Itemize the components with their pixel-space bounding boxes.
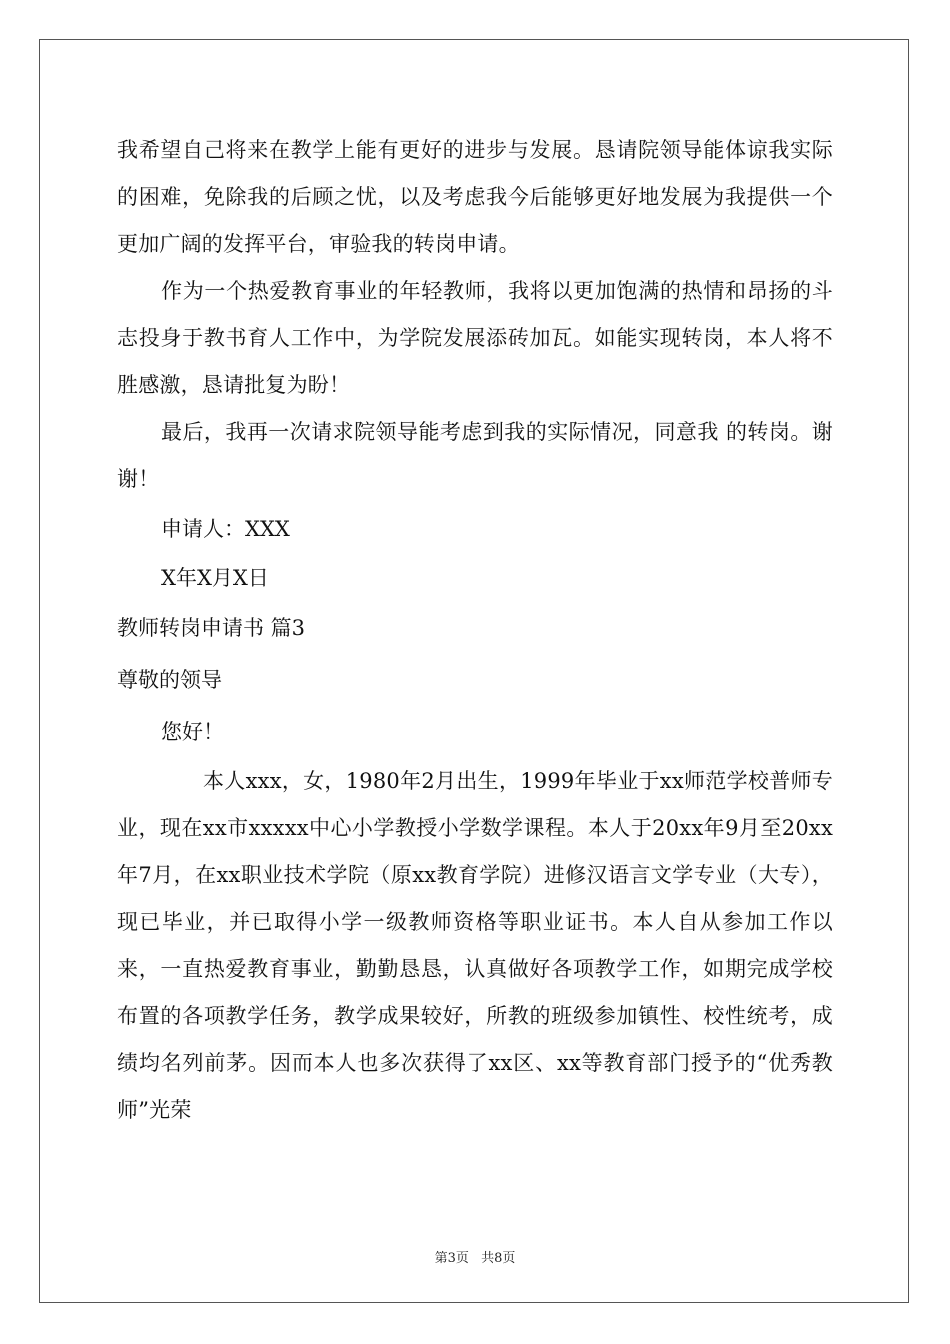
page-number: 第3页 (434, 1251, 469, 1266)
page-footer (0, 1247, 950, 1266)
paragraph-continuation: 我希望自己将来在教学上能有更好的进步与发展。恳请院领导能体谅我实际的困难，免除我的后顾之忧，以及考虑我今后能够更好地发展为我提供一个更加广阔的发挥平台，审验我的转岗申请。 (117, 138, 833, 256)
paragraph-self-introduction: 本人xxx，女，1980年2月出生，1999年毕业于xx师范学校普师专业，现在xx市xxxxx中心小学教授小学数学课程。本人于20xx年9月至20xx年7月，在xx职业技术学院（原xx教育学院）进修汉语言文学专业（大专），现已毕业，并已取得小学一级教师资格等职业证书。本人自从参加工作以来，一直热爱教育事业，勤勤恳恳，认真做好各项教学工作，如期完成学校布置的各项教学任务，教学成果较好，所教的班级参加镇性、校性统考，成绩均名列前茅。因而本人也多次获得了xx区、xx等教育部门授予的“优秀教师”光荣 (117, 769, 833, 1122)
page-total: 共8页 (481, 1251, 516, 1266)
salutation: 尊敬的领导 (117, 668, 222, 692)
applicant-line: 申请人：XXX (161, 517, 290, 541)
paragraph-commitment: 作为一个热爱教育事业的年轻教师，我将以更加饱满的热情和昂扬的斗志投身于教书育人工作中，为学院发展添砖加瓦。如能实现转岗，本人将不胜感激，恳请批复为盼！ (117, 279, 833, 397)
section-title: 教师转岗申请书 篇3 (117, 616, 306, 640)
paragraph-closing-request: 最后，我再一次请求院领导能考虑到我的实际情况，同意我 的转岗。谢谢！ (117, 420, 833, 491)
greeting: 您好！ (161, 720, 224, 744)
document-body (117, 127, 833, 1134)
date-line: X年X月X日 (161, 566, 269, 590)
